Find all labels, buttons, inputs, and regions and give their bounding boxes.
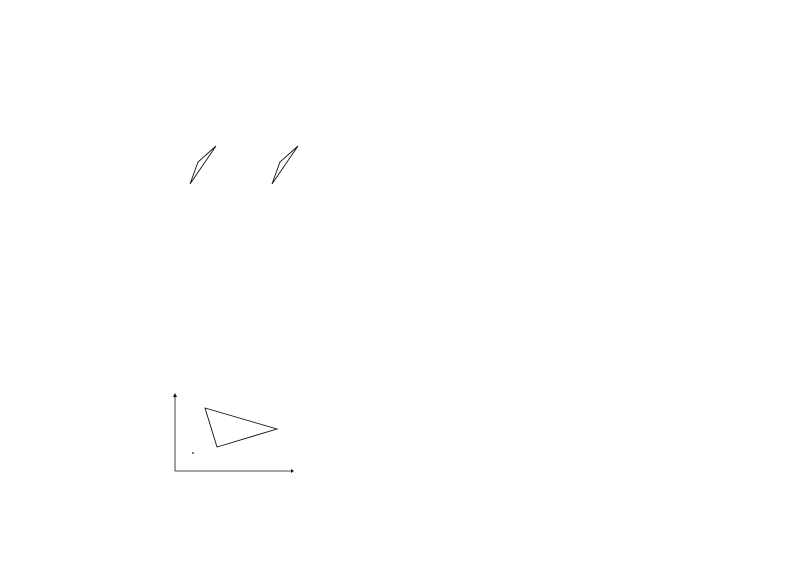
q17-point-m [192,452,194,454]
q16-triangle-2 [272,146,298,184]
q17-x-axis-arrow [291,469,294,473]
q17-triangle-abc [205,408,277,447]
q18-bar-chart [414,104,554,194]
q16-grid-figure-1 [150,122,230,202]
q16-triangle-1 [190,146,216,184]
q18-pie-chart [538,120,658,190]
q17-y-axis-arrow [173,393,177,397]
q16-grid-figure-2 [232,122,312,202]
q17-coordinate-grid [166,392,296,482]
